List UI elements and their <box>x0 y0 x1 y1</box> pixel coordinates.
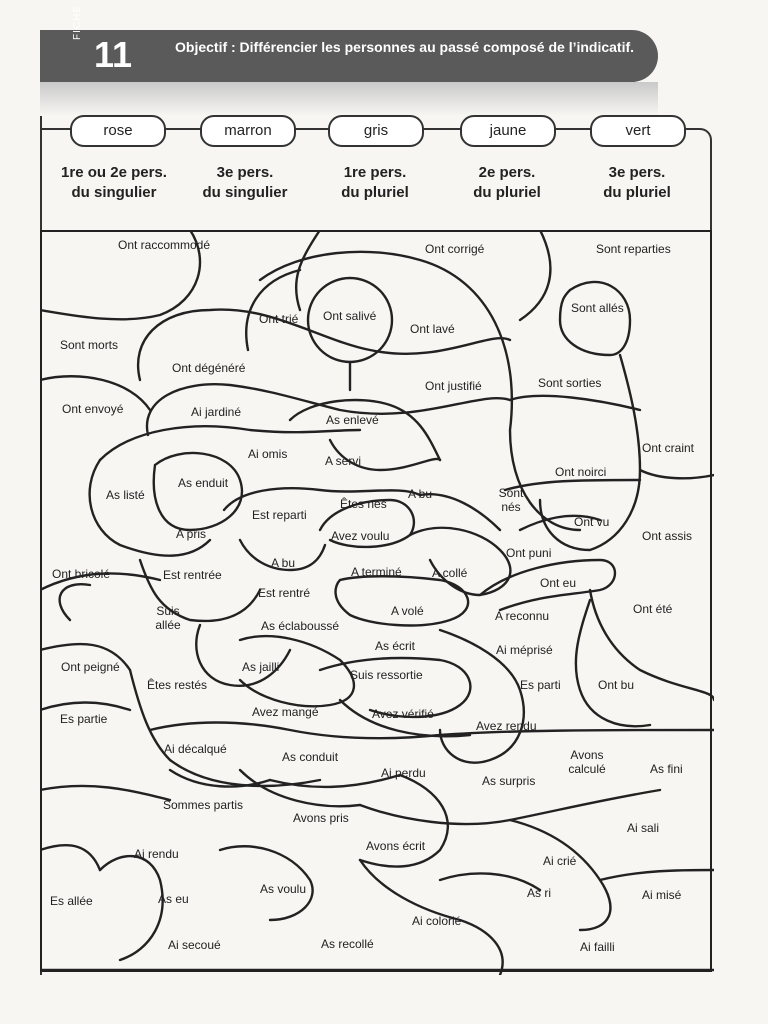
zone-label: Ont trié <box>259 312 299 326</box>
zone-label: Ont dégénéré <box>172 361 246 375</box>
zone-label: Ai omis <box>248 447 288 461</box>
zone-label: Ai colorié <box>412 914 462 928</box>
zone-label: Sont allés <box>571 301 624 315</box>
zone-label: Ai secoué <box>168 938 221 952</box>
zone-label: Ont bu <box>598 678 635 692</box>
zone-label: As jailli <box>242 660 280 674</box>
zone-label: As éclaboussé <box>261 619 340 633</box>
fiche-label: FICHE <box>72 5 83 40</box>
zone-label: Es parti <box>520 678 561 692</box>
color-pill-vert: vert <box>590 115 686 147</box>
zone-label: Ont peigné <box>61 660 120 674</box>
category-line1: 1re ou 2e pers. <box>61 164 167 181</box>
zone-label: Ont raccommodé <box>118 238 211 252</box>
zone-label: A bu <box>271 556 296 570</box>
category-line2: du pluriel <box>473 184 541 201</box>
zone-label: Ai failli <box>580 940 615 954</box>
zone-label: A volé <box>391 604 424 618</box>
category-line2: du singulier <box>202 184 288 201</box>
zone-label: Avez vérifié <box>372 707 434 721</box>
category-vert <box>567 163 707 203</box>
category-line1: 3e pers. <box>608 164 666 181</box>
zone-label: Avez voulu <box>331 529 390 543</box>
zone-label: Ont assis <box>642 529 693 543</box>
zone-label: A bu <box>408 487 433 501</box>
zone-label: Est rentrée <box>163 568 222 582</box>
zone-label: As enlevé <box>326 413 379 427</box>
category-line1: 1re pers. <box>343 164 407 181</box>
zone-label: Ont bricolé <box>52 567 111 581</box>
zone-label: A servi <box>325 454 362 468</box>
zone-label: As fini <box>650 762 683 776</box>
zone-label: Ai sali <box>627 821 660 835</box>
header-shadow <box>40 82 658 116</box>
zone-label: A collé <box>432 566 468 580</box>
zone-label: As ri <box>527 886 551 900</box>
zone-label: Ai jardiné <box>191 405 242 419</box>
zone-label: A reconnu <box>495 609 550 623</box>
zone-label: Ont noirci <box>555 465 607 479</box>
zone-label: Avons écrit <box>366 839 426 853</box>
zone-label: Sont nés <box>498 486 524 514</box>
zone-label: Ont envoyé <box>62 402 124 416</box>
category-rose <box>44 163 184 203</box>
zone-label: Ai misé <box>642 888 682 902</box>
zone-label: Ont justifié <box>425 379 482 393</box>
zone-label: A pris <box>176 527 207 541</box>
category-line1: 3e pers. <box>216 164 274 181</box>
color-pill-rose: rose <box>70 115 166 147</box>
zone-label: Suis ressortie <box>350 668 423 682</box>
zone-label: Ai méprisé <box>496 643 553 657</box>
zone-label: Ont lavé <box>410 322 455 336</box>
zone-label: Ai crié <box>543 854 577 868</box>
zone-label: As eu <box>158 892 189 906</box>
zone-label: Es allée <box>50 894 93 908</box>
zone-label: Ai décalqué <box>164 742 227 756</box>
zone-label: As listé <box>106 488 145 502</box>
zone-label: Êtes nés <box>340 497 387 511</box>
zone-label: As voulu <box>260 882 307 896</box>
color-pill-gris: gris <box>328 115 424 147</box>
zone-label: Ont salivé <box>323 309 377 323</box>
zone-label: A terminé <box>351 565 402 579</box>
zone-label: As surpris <box>482 774 536 788</box>
zone-label: Ont eu <box>540 576 577 590</box>
zone-label: As enduit <box>178 476 229 490</box>
zone-label: Avons calculé <box>568 748 606 776</box>
category-marron <box>175 163 315 203</box>
color-pill-jaune: jaune <box>460 115 556 147</box>
zone-label: As conduit <box>282 750 339 764</box>
zone-label: Est rentré <box>258 586 311 600</box>
category-line2: du pluriel <box>341 184 409 201</box>
zone-label: Avez rendu <box>476 719 537 733</box>
zone-label: As recollé <box>321 937 374 951</box>
zone-label: Est reparti <box>252 508 307 522</box>
zone-label: Ai rendu <box>134 847 179 861</box>
zone-label: Ont puni <box>506 546 552 560</box>
color-pill-marron: marron <box>200 115 296 147</box>
zone-label: Avons pris <box>293 811 349 825</box>
zone-label: Sommes partis <box>163 798 244 812</box>
category-gris <box>305 163 445 203</box>
zone-label: Sont morts <box>60 338 119 352</box>
zone-label: Avez mangé <box>252 705 319 719</box>
zone-label: Sont sorties <box>538 376 602 390</box>
fiche-number: 11 <box>94 34 133 75</box>
zone-label: Ont corrigé <box>425 242 485 256</box>
zone-label: Sont reparties <box>596 242 671 256</box>
zone-label: Ont été <box>633 602 673 616</box>
category-jaune <box>437 163 577 203</box>
zone-label: Ont vu <box>574 515 610 529</box>
zone-label: Êtes restés <box>147 678 208 692</box>
zone-label: As écrit <box>375 639 416 653</box>
category-line2: du singulier <box>71 184 157 201</box>
zone-label: Suis allée <box>155 604 181 632</box>
zone-label: Ont craint <box>642 441 695 455</box>
objective-text: Objectif : Différencier les personnes au passé composé de l’indicatif. <box>175 39 635 55</box>
zone-label: Ai perdu <box>381 766 426 780</box>
category-line1: 2e pers. <box>478 164 536 181</box>
zone-label: Es partie <box>60 712 108 726</box>
category-line2: du pluriel <box>603 184 671 201</box>
